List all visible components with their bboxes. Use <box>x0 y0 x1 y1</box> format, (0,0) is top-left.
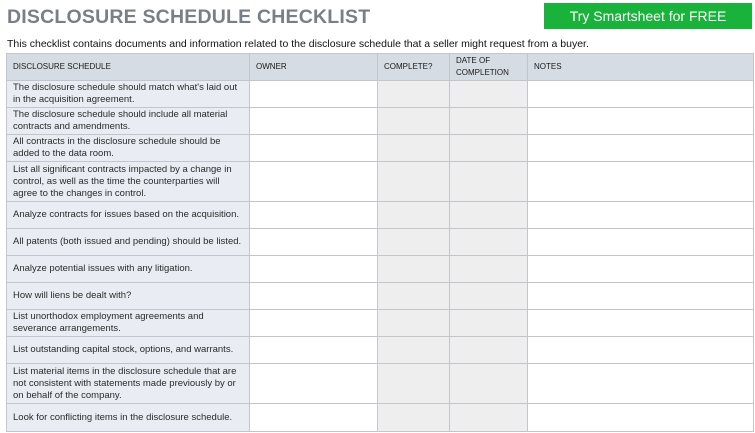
date-of-completion-cell[interactable] <box>450 310 528 337</box>
owner-cell[interactable] <box>250 364 378 404</box>
complete-cell[interactable] <box>378 283 450 310</box>
col-header-date-line2: COMPLETION <box>456 68 509 77</box>
notes-cell[interactable] <box>528 162 754 202</box>
notes-cell[interactable] <box>528 229 754 256</box>
notes-cell[interactable] <box>528 135 754 162</box>
complete-cell[interactable] <box>378 256 450 283</box>
table-row <box>7 229 754 256</box>
notes-cell[interactable] <box>528 283 754 310</box>
owner-cell[interactable] <box>250 135 378 162</box>
date-of-completion-cell[interactable] <box>450 364 528 404</box>
owner-cell[interactable] <box>250 108 378 135</box>
page-description: This checklist contains documents and information related to the disclosure schedule that a seller might request from a buyer. <box>7 38 589 50</box>
date-of-completion-cell[interactable] <box>450 337 528 364</box>
complete-cell[interactable] <box>378 404 450 432</box>
notes-cell[interactable] <box>528 404 754 432</box>
date-of-completion-cell[interactable] <box>450 135 528 162</box>
notes-cell[interactable] <box>528 364 754 404</box>
schedule-item-cell: List all significant contracts impacted by a change in control, as well as the time the counterparties will agree to the changes in control. <box>7 162 250 202</box>
owner-cell[interactable] <box>250 310 378 337</box>
page-title: DISCLOSURE SCHEDULE CHECKLIST <box>7 6 371 28</box>
table-row <box>7 337 754 364</box>
complete-cell[interactable] <box>378 135 450 162</box>
schedule-item-cell: All contracts in the disclosure schedule should be added to the data room. <box>7 135 250 162</box>
table-row <box>7 364 754 404</box>
complete-cell[interactable] <box>378 162 450 202</box>
col-header-owner: OWNER <box>250 54 378 81</box>
col-header-schedule: DISCLOSURE SCHEDULE <box>7 54 250 81</box>
date-of-completion-cell[interactable] <box>450 162 528 202</box>
table-row <box>7 202 754 229</box>
table-row <box>7 256 754 283</box>
complete-cell[interactable] <box>378 229 450 256</box>
date-of-completion-cell[interactable] <box>450 404 528 432</box>
schedule-item-cell: List outstanding capital stock, options, and warrants. <box>7 337 250 364</box>
complete-cell[interactable] <box>378 202 450 229</box>
owner-cell[interactable] <box>250 337 378 364</box>
owner-cell[interactable] <box>250 404 378 432</box>
schedule-item-cell: How will liens be dealt with? <box>7 283 250 310</box>
date-of-completion-cell[interactable] <box>450 81 528 108</box>
complete-cell[interactable] <box>378 81 450 108</box>
col-header-date <box>450 54 528 81</box>
date-of-completion-cell[interactable] <box>450 202 528 229</box>
schedule-item-cell: Analyze contracts for issues based on the acquisition. <box>7 202 250 229</box>
owner-cell[interactable] <box>250 283 378 310</box>
complete-cell[interactable] <box>378 337 450 364</box>
complete-cell[interactable] <box>378 310 450 337</box>
col-header-complete: COMPLETE? <box>378 54 450 81</box>
notes-cell[interactable] <box>528 256 754 283</box>
owner-cell[interactable] <box>250 162 378 202</box>
schedule-item-cell: Look for conflicting items in the disclosure schedule. <box>7 404 250 432</box>
notes-cell[interactable] <box>528 337 754 364</box>
table-row <box>7 81 754 108</box>
complete-cell[interactable] <box>378 108 450 135</box>
col-header-notes: NOTES <box>528 54 754 81</box>
checklist-table <box>6 53 754 432</box>
notes-cell[interactable] <box>528 81 754 108</box>
schedule-item-cell: All patents (both issued and pending) should be listed. <box>7 229 250 256</box>
schedule-item-cell: List material items in the disclosure schedule that are not consistent with statements made previously by or on behalf of the company. <box>7 364 250 404</box>
date-of-completion-cell[interactable] <box>450 108 528 135</box>
table-row <box>7 283 754 310</box>
owner-cell[interactable] <box>250 81 378 108</box>
notes-cell[interactable] <box>528 108 754 135</box>
table-row <box>7 108 754 135</box>
date-of-completion-cell[interactable] <box>450 283 528 310</box>
col-header-date-line1: DATE OF <box>456 56 491 65</box>
schedule-item-cell: Analyze potential issues with any litigation. <box>7 256 250 283</box>
table-header-row <box>7 54 754 81</box>
date-of-completion-cell[interactable] <box>450 256 528 283</box>
notes-cell[interactable] <box>528 202 754 229</box>
owner-cell[interactable] <box>250 229 378 256</box>
table-row <box>7 404 754 432</box>
schedule-item-cell: The disclosure schedule should include all material contracts and amendments. <box>7 108 250 135</box>
table-row <box>7 135 754 162</box>
try-smartsheet-button[interactable]: Try Smartsheet for FREE <box>544 3 752 29</box>
owner-cell[interactable] <box>250 202 378 229</box>
notes-cell[interactable] <box>528 310 754 337</box>
table-row <box>7 310 754 337</box>
schedule-item-cell: The disclosure schedule should match what's laid out in the acquisition agreement. <box>7 81 250 108</box>
complete-cell[interactable] <box>378 364 450 404</box>
schedule-item-cell: List unorthodox employment agreements and severance arrangements. <box>7 310 250 337</box>
date-of-completion-cell[interactable] <box>450 229 528 256</box>
table-row <box>7 162 754 202</box>
owner-cell[interactable] <box>250 256 378 283</box>
